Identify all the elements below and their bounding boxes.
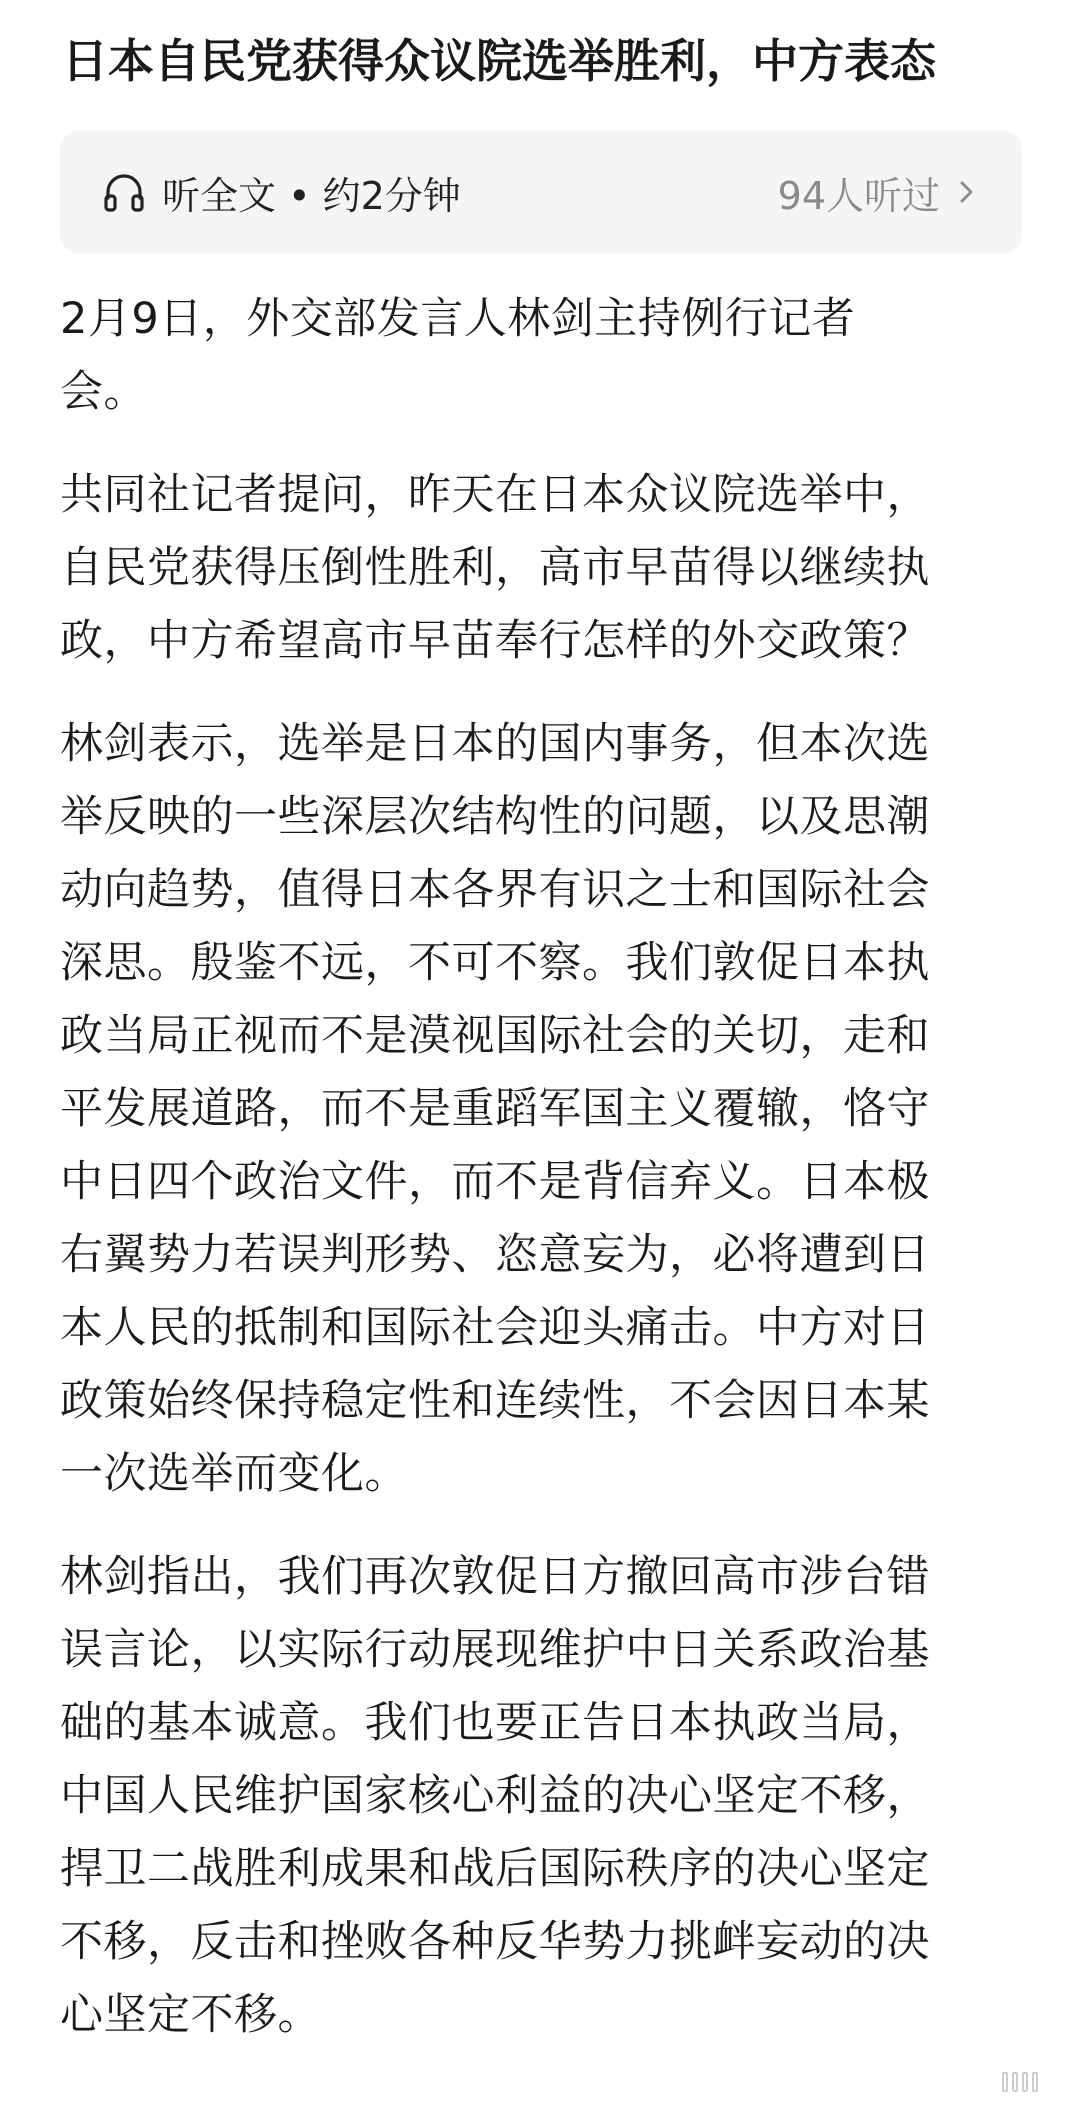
article-paragraph xyxy=(60,459,1028,678)
chevron-right-icon xyxy=(956,177,978,207)
paragraph-line: 深思。殷鉴不远，不可不察。我们敦促日本执 xyxy=(60,938,930,988)
paragraph-line: 会。 xyxy=(60,367,147,417)
paragraph-line: 自民党获得压倒性胜利，高市早苗得以继续执 xyxy=(60,543,930,593)
paragraph-line: 政当局正视而不是漠视国际社会的关切，走和 xyxy=(60,1011,930,1061)
paragraph-line: 共同社记者提问，昨天在日本众议院选举中， xyxy=(60,470,930,520)
paragraph-line: 捍卫二战胜利成果和战后国际秩序的决心坚定 xyxy=(60,1844,930,1894)
listen-full-text-button[interactable] xyxy=(60,131,1022,253)
watermark-icon xyxy=(1002,2068,1062,2092)
paragraph-line: 础的基本诚意。我们也要正告日本执政当局， xyxy=(60,1698,930,1748)
paragraph-line: 动向趋势，值得日本各界有识之士和国际社会 xyxy=(60,865,930,915)
article-body xyxy=(60,283,1028,2082)
paragraph-line: 本人民的抵制和国际社会迎头痛击。中方对日 xyxy=(60,1303,930,1353)
listen-label: 听全文 • 约2分钟 xyxy=(162,173,461,218)
article-paragraph xyxy=(60,708,1028,1511)
paragraph-line: 不移，反击和挫败各种反华势力挑衅妄动的决 xyxy=(60,1917,930,1967)
paragraph-line: 林剑表示，选举是日本的国内事务，但本次选 xyxy=(60,719,930,769)
paragraph-line: 中国人民维护国家核心利益的决心坚定不移， xyxy=(60,1771,930,1821)
paragraph-line: 举反映的一些深层次结构性的问题，以及思潮 xyxy=(60,792,930,842)
listener-count: 94人听过 xyxy=(777,173,940,218)
article-title: 日本自民党获得众议院选举胜利，中方表态 xyxy=(62,34,936,88)
paragraph-line: 右翼势力若误判形势、恣意妄为，必将遭到日 xyxy=(60,1230,930,1280)
paragraph-line: 政策始终保持稳定性和连续性，不会因日本某 xyxy=(60,1376,930,1426)
paragraph-line: 一次选举而变化。 xyxy=(60,1449,408,1499)
paragraph-line: 林剑指出，我们再次敦促日方撤回高市涉台错 xyxy=(60,1552,930,1602)
headphones-icon xyxy=(102,170,146,214)
paragraph-line: 2月9日，外交部发言人林剑主持例行记者 xyxy=(60,294,856,344)
paragraph-line: 平发展道路，而不是重蹈军国主义覆辙，恪守 xyxy=(60,1084,930,1134)
paragraph-line: 心坚定不移。 xyxy=(60,1990,321,2040)
article-paragraph xyxy=(60,283,1028,429)
paragraph-line: 政，中方希望高市早苗奉行怎样的外交政策？ xyxy=(60,616,930,666)
paragraph-line: 中日四个政治文件，而不是背信弃义。日本极 xyxy=(60,1157,930,1207)
article-paragraph xyxy=(60,1541,1028,2052)
paragraph-line: 误言论，以实际行动展现维护中日关系政治基 xyxy=(60,1625,930,1675)
